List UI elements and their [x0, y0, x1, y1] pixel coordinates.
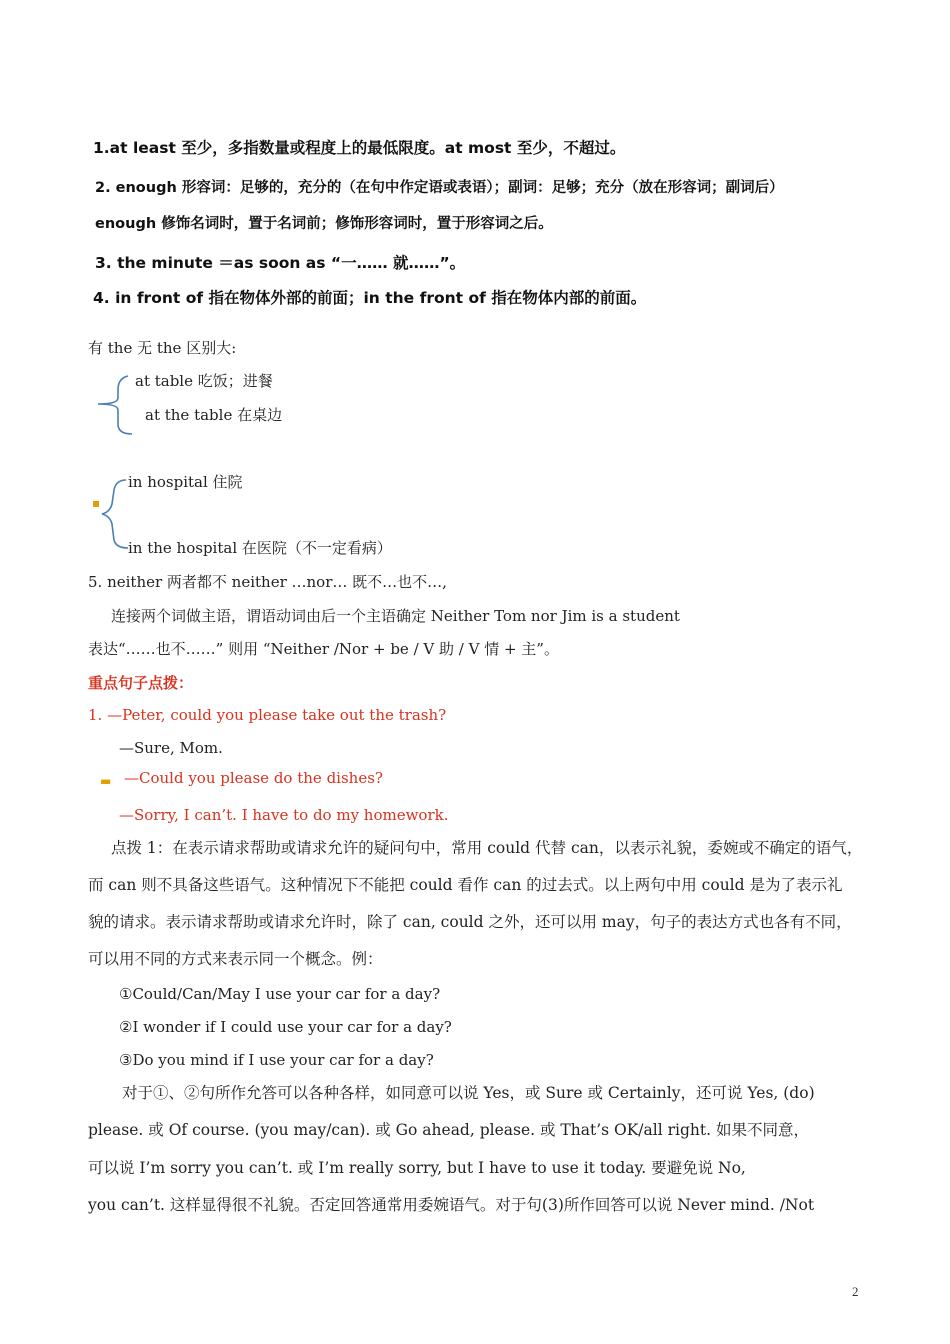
point-2-line-1: 2. enough 形容词：足够的，充分的（在句中作定语或表语）；副词：足够；充分（放在形容词；副词后）: [95, 180, 784, 196]
sentence-3: —Could you please do the dishes?: [124, 769, 383, 787]
neither-line-3: 表达“……也不……” 则用 “Neither /Nor + be / V 助 / V 情 + 主”。: [88, 640, 559, 658]
brace-2-icon: [94, 468, 130, 558]
tip-line-8: you can’t. 这样显得很不礼貌。否定回答通常用委婉语气。对于句(3)所作回答可以说 Never mind. /Not: [88, 1196, 815, 1214]
tip-line-1: 点拨 1：在表示请求帮助或请求允许的疑问句中，常用 could 代替 can，以表示礼貌，委婉或不确定的语气，: [111, 839, 863, 857]
the-item-4: in the hospital 在医院（不一定看病）: [128, 539, 392, 557]
brace-1-icon: [92, 372, 132, 440]
example-1: ①Could/Can/May I use your car for a day?: [119, 985, 441, 1003]
tip-line-2: 而 can 则不具备这些语气。这种情况下不能把 could 看作 can 的过去式。以上两句中用 could 是为了表示礼: [88, 876, 843, 894]
the-item-2: at the table 在桌边: [145, 406, 283, 424]
neither-line-1: 5. neither 两者都不 neither …nor… 既不…也不…,: [88, 573, 447, 591]
tip-line-5: 对于①、②句所作允答可以各种各样，如同意可以说 Yes，或 Sure 或 Certainly，还可说 Yes, (do): [122, 1084, 815, 1102]
tip-line-6: please. 或 Of course. (you may/can). 或 Go ahead, please. 或 That’s OK/all right. 如果不同意，: [88, 1121, 809, 1139]
point-2-line-2: enough 修饰名词时，置于名词前；修饰形容词时，置于形容词之后。: [95, 216, 553, 232]
page-number: 2: [852, 1284, 859, 1299]
marker-dot-icon: ▪: [92, 496, 101, 510]
tip-line-7: 可以说 I’m sorry you can’t. 或 I’m really sorry, but I have to use it today. 要避免说 No,: [88, 1159, 746, 1177]
point-3: 3. the minute ＝as soon as “一…… 就……”。: [95, 254, 466, 272]
example-3: ③Do you mind if I use your car for a day?: [119, 1051, 434, 1069]
the-item-1: at table 吃饭；进餐: [135, 372, 273, 390]
tip-line-3: 貌的请求。表示请求帮助或请求允许时，除了 can, could 之外，还可以用 may，句子的表达方式也各有不同，: [88, 913, 852, 931]
point-4: 4. in front of 指在物体外部的前面；in the front of 指在物体内部的前面。: [93, 289, 647, 307]
sentence-4: —Sorry, I can’t. I have to do my homework.: [119, 806, 449, 824]
sentence-1: 1. —Peter, could you please take out the trash?: [88, 706, 447, 724]
marker-dot-2-icon: ▬: [100, 774, 112, 788]
tip-line-4: 可以用不同的方式来表示同一个概念。例：: [88, 950, 383, 968]
sentence-2: —Sure, Mom.: [119, 739, 223, 757]
the-section-heading: 有 the 无 the 区别大:: [88, 339, 237, 357]
example-2: ②I wonder if I could use your car for a day?: [119, 1018, 452, 1036]
the-item-3: in hospital 住院: [128, 473, 243, 491]
neither-line-2: 连接两个词做主语，谓语动词由后一个主语确定 Neither Tom nor Jim is a student: [111, 607, 680, 625]
key-sentences-heading: 重点句子点拨：: [88, 674, 194, 692]
point-1: 1.at least 至少，多指数量或程度上的最低限度。at most 至少，不超过。: [93, 139, 626, 157]
